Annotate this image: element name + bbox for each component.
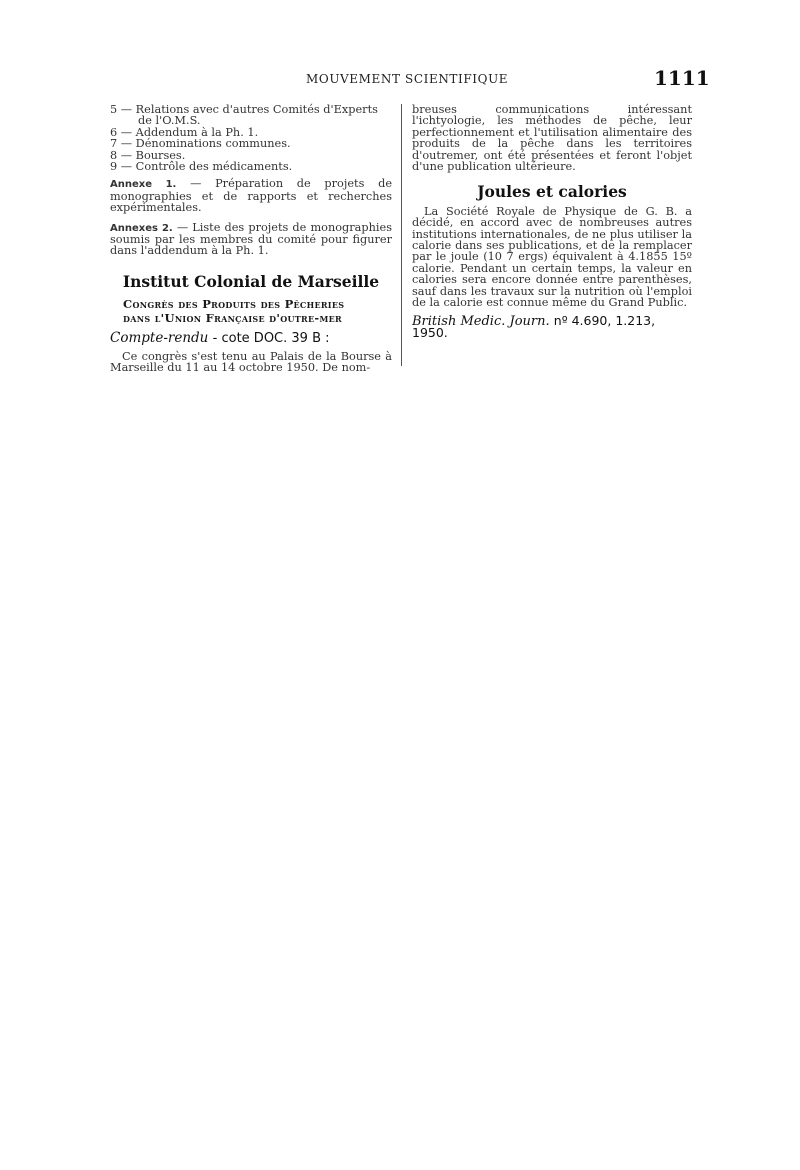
congress-title-line-2: dans l'Union Française d'outre-mer [123,311,342,326]
annex-2-text: — Liste des projets de monographies soumis par les membres du comité pour figurer dans l'addendum à la Ph. 1. [110,220,393,258]
section-title-institut: Institut Colonial de Marseille [122,271,380,291]
compte-rendu-code: - cote DOC. 39 B : [212,331,330,347]
list-item [110,161,392,172]
left-column [110,104,392,374]
annex-1 [110,178,392,213]
list-item [110,104,392,127]
list-item-text: Addendum à la Ph. 1. [135,125,259,139]
list-item-number: 9 — [110,160,133,174]
congress-paragraph: Ce congrès s'est tenu au Palais de la Bourse à Marseille du 11 au 14 octobre 1950. De nom- [110,349,392,375]
annex-1-text: — Préparation de projets de monographies et de rapports et recherches expérimentales. [110,177,393,215]
congress-title-line-1: Congrès des Produits des Pêcheries [123,297,345,312]
citation-journal: British Medic. Journ. [412,313,550,329]
citation [412,312,692,340]
list-item-text: Bourses. [135,148,186,162]
compte-rendu-heading [110,330,392,347]
list-item-text: Contrôle des médicaments. [135,160,293,174]
annex-2-label: Annexes 2. [110,222,173,234]
joules-paragraph: La Société Royale de Physique de G. B. a décidé, en accord avec de nombreuses autres institutions internationales, de ne plus utiliser la calorie dans ses publications, et de la remplacer par le joule (10 7 ergs) équivalent à 4.1855 15º calorie. Pendant un certain temps, la valeur en calories sera encore donnée entre parenthèses, sauf dans les travaux sur la nutrition où l'emploi de la calorie est connue même du Grand Public. [412,204,692,310]
column-divider [401,104,402,366]
citation-reference: nº 4.690, 1.213, 1950. [412,312,656,340]
page-number: 1111 [654,66,710,90]
congress-paragraph-continued: breuses communications intéressant l'ichtyologie, les méthodes de pêche, leur perfectionnement et l'utilisation alimentaire des produits de la pêche dans les territoires d'outremer, ont été présentées et feront l'objet d'une publication ultérieure. [412,103,692,174]
list-item-number: 6 — [110,125,133,139]
list-item-number: 8 — [110,148,133,162]
list-item-number: 5 — [110,103,133,116]
list-item-text: Dénominations communes. [135,137,291,151]
running-title: MOUVEMENT SCIENTIFIQUE [306,72,509,86]
annex-1-label: Annexe 1. [110,179,177,191]
list-item-number: 7 — [110,137,133,151]
section-title-joules: Joules et calories [477,182,627,202]
compte-rendu-label: Compte-rendu [110,330,209,347]
list-item-text: Relations avec d'autres Comités d'Experts [135,103,378,116]
annex-2 [110,222,392,257]
right-column [412,104,692,339]
list-item-continuation: de l'O.M.S. [138,114,201,128]
